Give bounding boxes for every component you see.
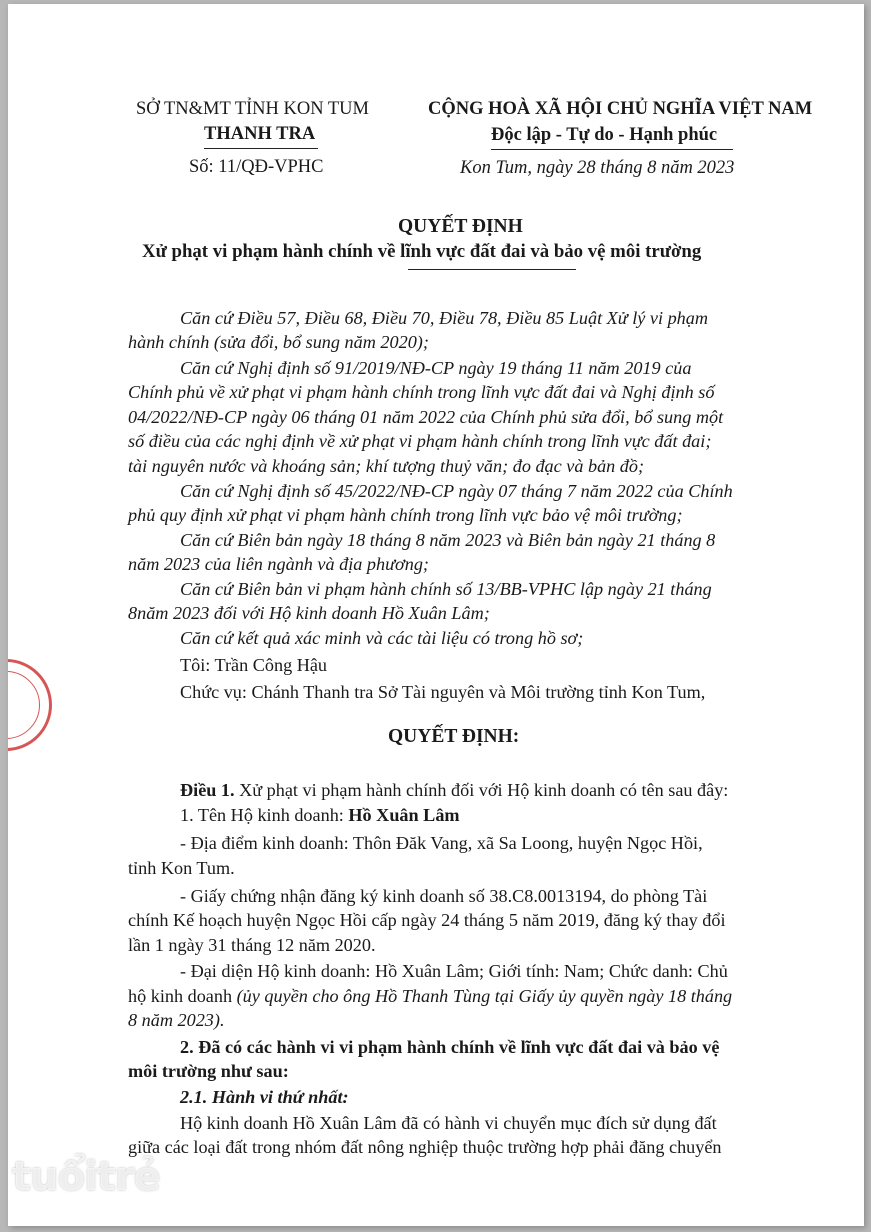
violation-1-text: Hộ kinh doanh Hồ Xuân Lâm đã có hành vi chuyển mục đích sử dụng đất: [180, 1113, 717, 1133]
basis-line: số điều của các nghị định về xử phạt vi phạm hành chính trong lĩnh vực đất đai;: [128, 431, 712, 451]
place-and-date: Kon Tum, ngày 28 tháng 8 năm 2023: [460, 158, 735, 178]
article-1-text: Xử phạt vi phạm hành chính đối với Hộ kinh doanh có tên sau đây:: [234, 780, 729, 800]
basis-line: Căn cứ Điều 57, Điều 68, Điều 70, Điều 78, Điều 85 Luật Xử lý vi phạm: [180, 308, 709, 328]
title-underline: [408, 269, 576, 270]
license-line: lần 1 ngày 31 tháng 12 năm 2020.: [128, 935, 376, 955]
signer-name: Tôi: Trần Công Hậu: [180, 655, 328, 675]
violation-1-heading: 2.1. Hành vi thứ nhất:: [180, 1087, 349, 1107]
decision-title: QUYẾT ĐỊNH: [398, 216, 523, 237]
authorization-date: 8 năm 2023).: [128, 1010, 225, 1030]
official-seal: [8, 659, 52, 751]
signer-position: Chức vụ: Chánh Thanh tra Sở Tài nguyên và Môi trường tỉnh Kon Tum,: [180, 682, 706, 702]
address-line: tỉnh Kon Tum.: [128, 858, 235, 878]
basis-line: 04/2022/NĐ-CP ngày 06 tháng 01 năm 2022 của Chính phủ sửa đổi, bổ sung một: [128, 407, 724, 427]
basis-line: phủ quy định xử phạt vi phạm hành chính trong lĩnh vực bảo vệ môi trường;: [128, 505, 683, 525]
decision-subject: Xử phạt vi phạm hành chính về lĩnh vực đất đai và bảo vệ môi trường: [142, 241, 702, 262]
unit-underline: [204, 148, 318, 149]
basis-line: Căn cứ kết quả xác minh và các tài liệu có trong hồ sơ;: [180, 628, 584, 648]
license-line: chính Kế hoạch huyện Ngọc Hồi cấp ngày 24 tháng 5 năm 2019, đăng ký thay đổi: [128, 910, 726, 930]
article-1-label: Điều 1.: [180, 780, 235, 800]
business-name: Hồ Xuân Lâm: [348, 805, 460, 825]
representative-line: [128, 984, 732, 1008]
address-line: - Địa điểm kinh doanh: Thôn Đăk Vang, xã Sa Loong, huyện Ngọc Hồi,: [180, 833, 703, 853]
basis-line: 8năm 2023 đối với Hộ kinh doanh Hồ Xuân Lâm;: [128, 603, 490, 623]
basis-line: tài nguyên nước và khoáng sản; khí tượng thuỷ văn; đo đạc và bản đồ;: [128, 456, 645, 476]
basis-line: Căn cứ Nghị định số 91/2019/NĐ-CP ngày 19 tháng 11 năm 2019 của: [180, 358, 692, 378]
business-name-line: [180, 803, 460, 827]
newspaper-watermark: tuổitrẻ: [12, 1154, 160, 1200]
unit-name: THANH TRA: [204, 124, 316, 144]
business-name-label: 1. Tên Hộ kinh doanh:: [180, 805, 349, 825]
violation-1-text: giữa các loại đất trong nhóm đất nông nghiệp thuộc trường hợp phải đăng chuyển: [128, 1137, 722, 1157]
article-1-line: [180, 778, 728, 802]
license-line: - Giấy chứng nhận đăng ký kinh doanh số 38.C8.0013194, do phòng Tài: [180, 886, 708, 906]
authorization-note: (ủy quyền cho ông Hồ Thanh Tùng tại Giấy ủy quyền ngày 18 tháng: [236, 986, 733, 1006]
basis-line: Căn cứ Biên bản ngày 18 tháng 8 năm 2023 và Biên bản ngày 21 tháng 8: [180, 530, 716, 550]
basis-line: hành chính (sửa đổi, bổ sung năm 2020);: [128, 332, 429, 352]
national-motto: Độc lập - Tự do - Hạnh phúc: [491, 125, 718, 145]
violations-heading: môi trường như sau:: [128, 1061, 289, 1081]
decision-heading: QUYẾT ĐỊNH:: [388, 726, 520, 747]
violations-heading: 2. Đã có các hành vi vi phạm hành chính về lĩnh vực đất đai và bảo vệ: [180, 1037, 720, 1057]
basis-line: Chính phủ về xử phạt vi phạm hành chính trong lĩnh vực đất đai và Nghị định số: [128, 382, 715, 402]
representative-text: hộ kinh doanh: [128, 986, 237, 1006]
basis-line: năm 2023 của liên ngành và địa phương;: [128, 554, 429, 574]
nation-title: CỘNG HOÀ XÃ HỘI CHỦ NGHĨA VIỆT NAM: [428, 99, 813, 119]
document-page: [8, 4, 864, 1226]
representative-line: - Đại diện Hộ kinh doanh: Hồ Xuân Lâm; Giới tính: Nam; Chức danh: Chủ: [180, 961, 728, 981]
agency-name: SỞ TN&MT TỈNH KON TUM: [136, 99, 369, 119]
document-number: Số: 11/QĐ-VPHC: [189, 157, 324, 177]
motto-underline: [491, 149, 733, 150]
basis-line: Căn cứ Biên bản vi phạm hành chính số 13/BB-VPHC lập ngày 21 tháng: [180, 579, 712, 599]
basis-line: Căn cứ Nghị định số 45/2022/NĐ-CP ngày 07 tháng 7 năm 2022 của Chính: [180, 481, 733, 501]
